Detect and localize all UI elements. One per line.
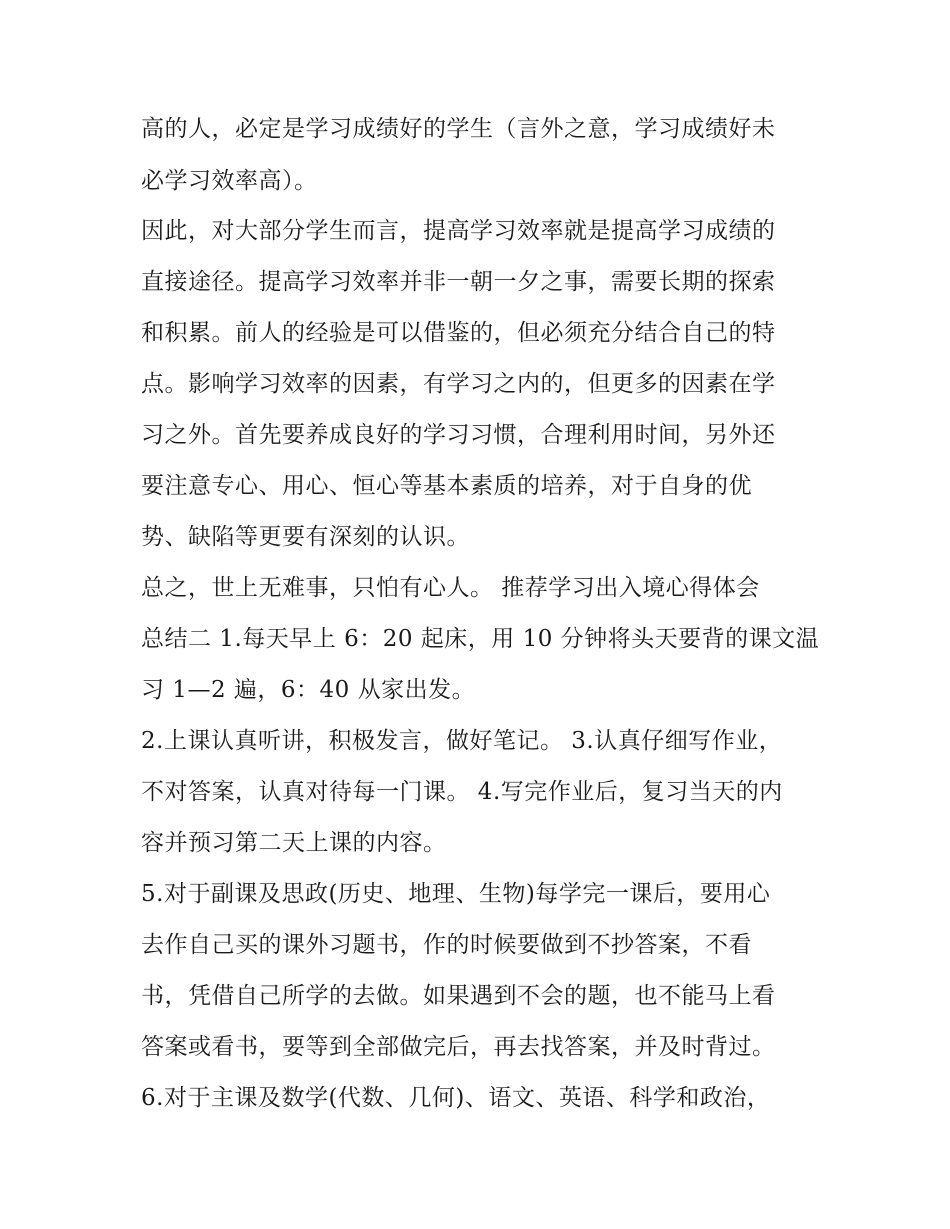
text-line: 和积累。前人的经验是可以借鉴的，但必须充分结合自己的特 — [141, 320, 776, 346]
text-line: 总结二 1.每天早上 6：20 起床，用 10 分钟将头天要背的课文温 — [141, 626, 820, 652]
text-line: 势、缺陷等更要有深刻的认识。 — [141, 524, 470, 550]
text-line: 6.对于主课及数学(代数、几何)、语文、英语、科学和政治， — [141, 1085, 771, 1111]
text-line: 高的人，必定是学习成绩好的学生（言外之意，学习成绩好未 — [141, 116, 776, 142]
text-line: 必学习效率高）。 — [141, 168, 318, 194]
text-line: 习 1—2 遍，6：40 从家出发。 — [141, 677, 476, 703]
text-line: 2.上课认真听讲，积极发言，做好笔记。 3.认真仔细写作业， — [141, 728, 783, 754]
text-line: 容并预习第二天上课的内容。 — [141, 830, 447, 856]
text-line: 直接途径。提高学习效率并非一朝一夕之事，需要长期的探索 — [141, 269, 776, 295]
text-line: 要注意专心、用心、恒心等基本素质的培养，对于自身的优 — [141, 473, 752, 499]
text-line: 习之外。首先要养成良好的学习习惯，合理利用时间，另外还 — [141, 422, 776, 448]
text-line: 不对答案，认真对待每一门课。 4.写完作业后，复习当天的内 — [141, 779, 783, 805]
text-line: 点。影响学习效率的因素，有学习之内的，但更多的因素在学 — [141, 371, 776, 397]
text-line: 书，凭借自己所学的去做。如果遇到不会的题，也不能马上看 — [141, 983, 776, 1009]
text-line: 答案或看书，要等到全部做完后，再去找答案，并及时背过。 — [141, 1034, 776, 1060]
text-line: 总之，世上无难事，只怕有心人。 推荐学习出入境心得体会 — [141, 575, 760, 601]
text-line: 5.对于副课及思政(历史、地理、生物)每学完一课后，要用心 — [141, 881, 771, 907]
text-line: 因此，对大部分学生而言，提高学习效率就是提高学习成绩的 — [141, 218, 776, 244]
text-line: 去作自己买的课外习题书，作的时候要做到不抄答案，不看 — [141, 932, 752, 958]
